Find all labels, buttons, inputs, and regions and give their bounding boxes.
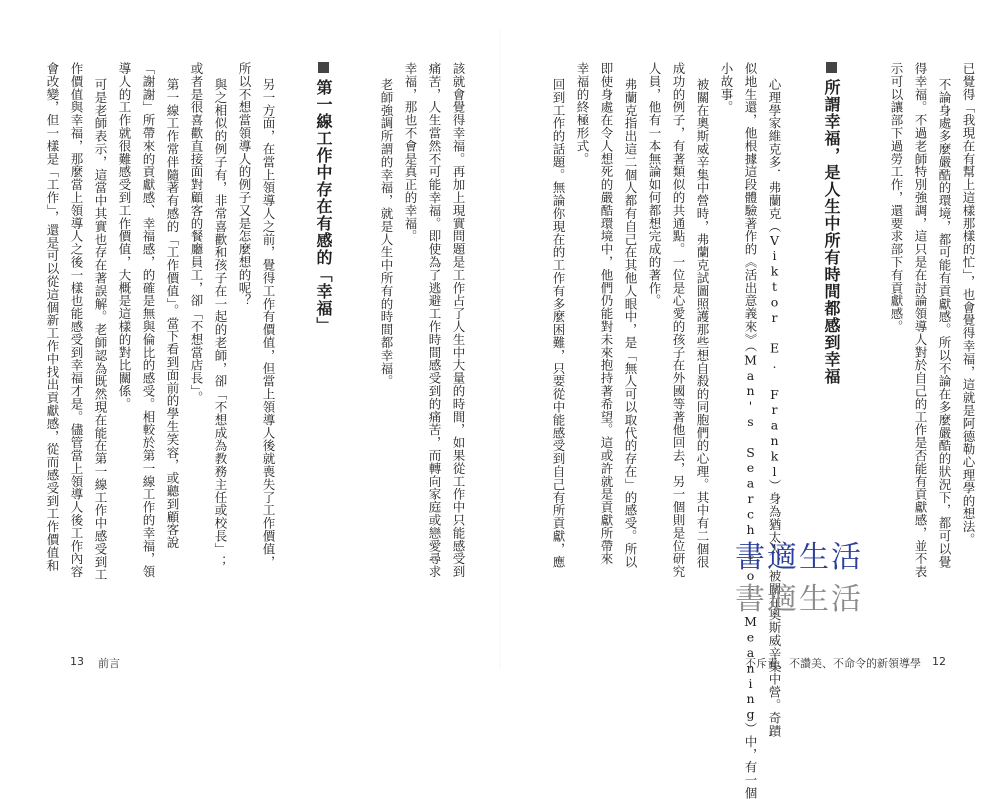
right-page-column: 小故事。 — [719, 62, 734, 114]
page-number-left: 13 — [70, 655, 84, 668]
section-heading: 所謂幸福，是人生中所有時間都感到幸福 — [820, 62, 843, 385]
right-page-column: 即使身處在令人想死的嚴酷環境中，他們仍能對未來抱持著希望。這或許就是貢獻所帶來 — [599, 62, 614, 566]
left-page-column: 該就會覺得幸福。再加上現實問題是工作占了人生中大量的時間，如果從工作中只能感受到 — [451, 62, 466, 578]
heading-marker — [826, 62, 837, 73]
left-page-column: 作價值與幸福，那麼當上領導人之後一樣也能感受到幸福才是。儘管當上領導人後工作內容 — [69, 62, 84, 578]
right-page-column: 心理學家維克多．弗蘭克（Viktor E. Frankl）身為猶太人，被關在奧斯威辛集中營。奇蹟 — [767, 78, 782, 738]
right-page-column: 被關在奧斯威辛集中營時，弗蘭克試圖照護那些想自殺的同胞們的心理。其中有二個很 — [695, 78, 710, 569]
left-page-column: 可是老師表示，這當中其實也存在著誤解。老師認為既然現在能在第一線工作中感受到工 — [93, 78, 108, 582]
right-page-column: 已覺得「我現在有幫上這樣那樣的忙」，也會覺得幸福，這就是阿德勒心理學的想法。 — [961, 62, 976, 546]
right-page-column: 得幸福。不過老師特別強調，這只是在討論領導人對於自己的工作是否能有貢獻感，並不表 — [913, 62, 928, 578]
left-page-column: 或者是很喜歡直接面對顧客的餐廳員工，卻「不想當店長」。 — [189, 62, 204, 405]
heading-marker — [318, 62, 329, 73]
left-page-column: 痛苦，人生當然不可能幸福。即使為了逃避工作時間感受到的痛苦，而轉向家庭或戀愛尋求 — [427, 62, 442, 578]
right-page-column: 示可以讓部下過勞工作，還要求部下有貢獻感。 — [889, 62, 904, 333]
left-page-column: 另一方面，在當上領導人之前，覺得工作有價值，但當上領導人後就喪失了工作價值， — [261, 78, 276, 569]
right-page-column: 不論身處多麼嚴酷的環境，都可能有貢獻感。所以不論在多麼嚴酷的狀況下，都可以覺 — [937, 78, 952, 569]
left-page-column: 與之相似的例子有，非常喜歡和孩子在一起的老師，卻「不想成為教務主任或校長」； — [213, 78, 228, 569]
right-page-column: 人員，他有一本無論如何都想完成的著作。 — [647, 62, 662, 308]
page-number-right: 12 — [932, 655, 946, 668]
left-page-column: 「謝謝」所帶來的貢獻感、幸福感，的確是無與倫比的感受。相較於第一線工作的幸福，領 — [141, 62, 156, 578]
left-page-column: 會改變，但一樣是「工作」，還是可以從這個新工作中找出貢獻感，從而感受到工作價值和 — [45, 62, 60, 572]
left-page-column: 所以不想當領導人的例子又是怎麼想的呢？ — [237, 62, 252, 308]
watermark-logo: 書適生活 — [735, 540, 863, 575]
right-page-column: 回到工作的話題。無論你現在的工作有多麼困難，只要從中能感受到自己有所貢獻，應 — [551, 78, 566, 569]
right-page-column: 幸福的終極形式。 — [575, 62, 590, 166]
right-page-column: 成功的例子，有著類似的共通點。一位是心愛的孩子在外國等著他回去，另一個則是位研究 — [671, 62, 686, 578]
watermark-logo-shadow: 書適生活 — [735, 582, 863, 617]
left-page-column: 第一線工作常伴隨著有感的「工作價值」。當下看到面前的學生笑容，或聽到顧客說 — [165, 78, 180, 550]
left-page-column: 幸福，那也不會是真正的幸福。 — [403, 62, 418, 243]
right-page-column: 似地生還，他根據這段體驗著作的《活出意義來》（Man's Search for Meaning）中，有一個 — [743, 62, 758, 799]
page-gutter — [499, 30, 501, 670]
right-page-column: 弗蘭克指出這二個人都有自己在其他人眼中，是「無人可以取代的存在」的感受。所以 — [623, 78, 638, 569]
left-page-column: 導人的工作就很難感受到工作價值，大概是這樣的對比關係。 — [117, 62, 132, 411]
footer-title-left: 前言 — [98, 657, 120, 670]
left-page-column: 老師強調所謂的幸福，就是人生中所有的時間都幸福。 — [379, 78, 394, 388]
footer-title-right: 不斥責、不讚美、不命令的新領導學 — [745, 657, 921, 670]
section-heading: 第一線工作中存在有感的「幸福」 — [312, 62, 335, 334]
